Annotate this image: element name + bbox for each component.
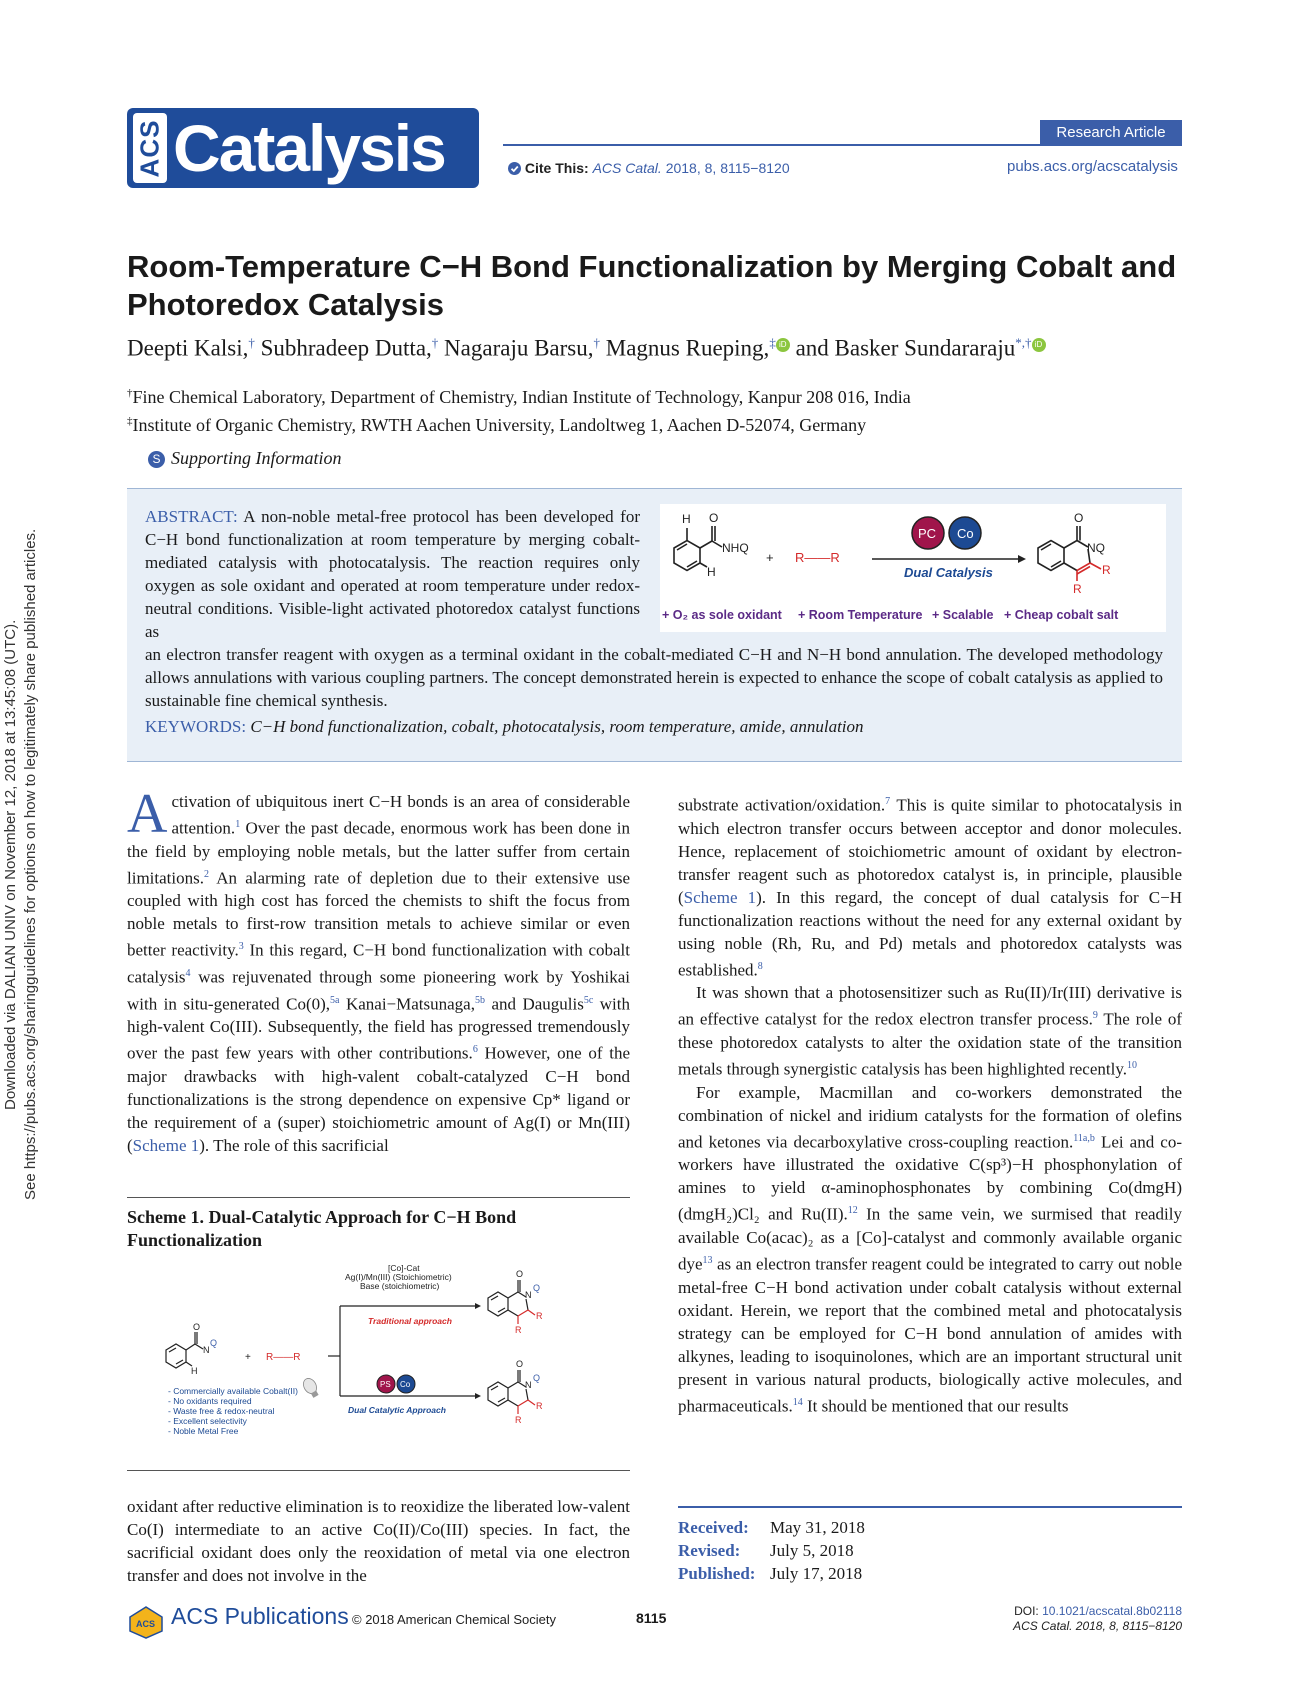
cite-this[interactable] [508, 160, 790, 176]
header-rule [503, 144, 1182, 146]
scheme-link[interactable]: Scheme 1 [683, 887, 757, 907]
footer-citation: ACS Catal. 2018, 8, 8115−8120 [1013, 1619, 1182, 1633]
scheme-title: Scheme 1. Dual-Catalytic Approach for C−H Bond Functionalization [127, 1207, 517, 1250]
cite-journal: ACS Catal. [592, 160, 662, 176]
toc-pc-label: PC [918, 526, 937, 541]
svg-text:ACS: ACS [136, 1619, 156, 1629]
toc-r1: R [1102, 563, 1111, 577]
page-number: 8115 [636, 1610, 667, 1626]
scheme-product2-n: N [525, 1380, 532, 1390]
toc-feature-oxygen: + O₂ as sole oxidant [662, 608, 782, 622]
keywords-label: KEYWORDS: [145, 717, 247, 736]
scheme-cond1: [Co]-Cat [388, 1263, 420, 1273]
ref-link[interactable]: 3 [238, 941, 244, 953]
acs-publications-logo[interactable]: ACS ACS Publications [127, 1605, 165, 1643]
toc-feature-cobalt: + Cheap cobalt salt [1004, 608, 1119, 622]
supporting-info-link[interactable]: S Supporting Information [148, 448, 342, 469]
paragraph: It was shown that a photosensitizer such as Ru(II)/Ir(III) derivative is an effective catalyst for the redox electron transfer process.$^9$ The role of these photoredox catalysts to alter the oxidation state of the transition metals through synergistic catalysis has been highlighted recently.$^{10}$ [678, 983, 1182, 1079]
toc-nhq: NHQ [722, 541, 749, 555]
scheme-product2-q: Q [533, 1373, 541, 1383]
ref-link[interactable]: 5b [474, 994, 485, 1006]
toc-o1: O [709, 511, 719, 525]
date-published: Published: July 17, 2018 [678, 1564, 863, 1583]
ref-link[interactable]: 5a [330, 994, 340, 1006]
ref-link[interactable]: 11a,b [1073, 1132, 1095, 1144]
supporting-info-icon: S [148, 451, 165, 468]
journal-url-link[interactable]: pubs.acs.org/acscatalysis [1007, 158, 1178, 175]
date-revised: Revised: July 5, 2018 [678, 1541, 854, 1560]
author-name[interactable]: Magnus Rueping, [605, 335, 770, 361]
orcid-icon[interactable]: iD [1032, 338, 1046, 352]
scheme-h-label: H [191, 1366, 198, 1376]
scheme-alkyne: R——R [266, 1352, 301, 1363]
toc-plus: + [766, 550, 774, 565]
download-notice-line1: Downloaded via DALIAN UNIV on November 12, 2018 at 13:45:08 (UTC). [2, 619, 19, 1110]
scheme-link[interactable]: Scheme 1 [132, 1135, 200, 1155]
orcid-icon[interactable]: iD [776, 338, 790, 352]
ref-link[interactable]: 12 [847, 1205, 858, 1217]
scheme-product-o: O [516, 1269, 524, 1279]
toc-feature-scalable: + Scalable [932, 608, 994, 622]
scheme-graphic [150, 1258, 630, 1448]
scheme-product-n: N [525, 1290, 532, 1300]
acs-logo-mark: ACS [133, 113, 167, 183]
abstract-text-continued: an electron transfer reagent with oxygen as a terminal oxidant in the cobalt-mediated C−H and N−H bond annulation. The developed methodology allows annulations with various coupling partners. The concept demonstrated herein is expected to enhance the scope of cobalt catalysis as applied to sustainable fine chemical synthesis. [145, 645, 1163, 710]
scheme-n-label: N [203, 1345, 210, 1355]
scheme-product2-o: O [516, 1359, 524, 1369]
toc-o2: O [1074, 511, 1084, 525]
scheme-product-q: Q [533, 1283, 541, 1293]
scheme-dual-label: Dual Catalytic Approach [348, 1405, 446, 1415]
copyright: © 2018 American Chemical Society [352, 1612, 556, 1627]
affiliation: ‡Institute of Organic Chemistry, RWTH Aachen University, Landoltweg 1, Aachen D-52074, Germany [127, 415, 867, 435]
journal-logo-name: Catalysis [173, 111, 445, 185]
author-list: Deepti Kalsi,† Subhradeep Dutta,† Nagaraju Barsu,† Magnus Rueping,‡ iD and Basker Sundararaju*,† iD [127, 335, 1046, 362]
body-column-left [127, 783, 631, 1157]
paragraph: Activation of ubiquitous inert C−H bonds is an area of considerable attention.$^1$ Over the past decade, enormous work has been done in the field by employing noble metals, but the latter suffer from certain limitations.$^2$ An alarming rate of depletion due to their extensive use coupled with high cost has forced the chemists to shift the focus from noble metals to first-row transition metals to achieve similar or even better reactivity.$^3$ In this regard, C−H bond functionalization with cobalt catalysis$^4$ was rejuvenated through some pioneering work by Yoshikai with in situ-generated Co(0),$^{5a}$ Kanai−Matsunaga,$^{5b}$ and Daugulis$^{5c}$ with high-valent Co(III). Subsequently, the field has progressed tremendously over the past few years with other contributions.$^6$ However, one of the major drawbacks with high-valent cobalt-catalyzed C−H bond functionalizations is the strong dependence on expensive Cp* ligand or the requirement of a (super) stoichiometric amount of Ag(I) or Mn(III) (Scheme 1). The role of this sacrificial [127, 783, 631, 1155]
keywords-list: C−H bond functionalization, cobalt, photocatalysis, room temperature, amide, annulation [250, 717, 864, 736]
scheme-bullet: - Noble Metal Free [168, 1426, 239, 1436]
ref-link[interactable]: 1 [235, 819, 241, 830]
scheme-bullet: - Commercially available Cobalt(II) [168, 1386, 298, 1396]
acs-hexagon-icon [127, 1605, 165, 1639]
toc-co-label: Co [957, 526, 974, 541]
scheme-ps-label: PS [380, 1380, 391, 1389]
cite-detail: 2018, 8, 8115−8120 [665, 160, 790, 176]
scheme-q-label: Q [210, 1338, 218, 1348]
author-name[interactable]: and Basker Sundararaju [795, 335, 1016, 361]
paragraph: For example, Macmillan and co-workers demonstrated the combination of nickel and iridium catalysts for the formation of olefins and ketones via decarboxylative cross-coupling reaction.$^{11a,b}$ Lei and co-workers have illustrated the oxidative C(sp³)−H phosphonylation of amines to yield α-aminophosphonates by combining Co(dmgH)(dmgH₂)Cl₂ and Ru(II).$^{12}$ In the same vein, we surmised that readily available Co(acac)₂ as a [Co]-catalyst and commonly available organic dye$^{13}$ as an electron transfer reagent could be integrated to carry out noble metal-free C−H bond activation under cobalt catalysis without external oxidant. Herein, we report that the combined metal and photocatalysis strategy can be employed for C−H bond annulation of amides with alkynes, leading to isoquinolones, which are an important structural unit present in various natural products, biologically active molecules, and pharmaceuticals.$^{14}$ It should be mentioned that our results [678, 1082, 1182, 1416]
ref-link[interactable]: 6 [472, 1044, 478, 1056]
body-column-left-continued: oxidant after reductive elimination is to reoxidize the liberated low-valent Co(I) intermediate to an active Co(II)/Co(III) species. In fact, the sacrificial oxidant does only the reoxidation of metal via one electron transfer and does not involve in the [127, 1497, 630, 1585]
scheme-plus: + [245, 1352, 251, 1363]
toc-nq: NQ [1087, 541, 1105, 555]
doi-block: DOI: 10.1021/acscatal.8b02118 ACS Catal. 2018, 8, 8115−8120 [925, 1604, 1182, 1634]
scheme-bullet: - No oxidants required [168, 1396, 252, 1406]
body-column-right [678, 790, 1182, 1417]
scheme-co-label: Co [400, 1380, 411, 1389]
author-name[interactable]: Subhradeep Dutta, [260, 335, 432, 361]
ref-link[interactable]: 14 [792, 1396, 803, 1408]
article-title: Room-Temperature C−H Bond Functionalization by Merging Cobalt and Photoredox Catalysis [127, 249, 1177, 322]
ref-link[interactable]: 4 [185, 967, 191, 979]
ref-link[interactable]: 2 [203, 868, 209, 880]
journal-logo[interactable] [127, 108, 479, 188]
article-type-badge: Research Article [1040, 120, 1182, 144]
scheme-bullet: - Waste free & redox-neutral [168, 1406, 275, 1416]
download-notice-line2: See https://pubs.acs.org/sharingguidelines for options on how to legitimately share published articles. [22, 528, 39, 1200]
keywords [145, 717, 864, 737]
scheme-traditional-label: Traditional approach [368, 1316, 452, 1326]
scheme-product-r2: R [515, 1325, 522, 1335]
scheme-cond2: Ag(I)/Mn(III) (Stoichiometric) [345, 1272, 452, 1282]
abstract-label: ABSTRACT: [145, 507, 238, 526]
toc-alkyne: R——R [795, 550, 840, 565]
scheme-product2-r1: R [536, 1401, 543, 1411]
drop-cap: A [127, 783, 168, 845]
date-received: Received: May 31, 2018 [678, 1518, 865, 1537]
download-notice [0, 520, 56, 1200]
dates-rule [678, 1506, 1182, 1508]
scheme-bullet: - Excellent selectivity [168, 1416, 247, 1426]
cite-label: Cite This: [524, 160, 589, 176]
scheme-product2-r2: R [515, 1415, 522, 1425]
check-icon [508, 162, 521, 175]
toc-graphic [660, 504, 1166, 632]
doi-link[interactable]: 10.1021/acscatal.8b02118 [1042, 1604, 1182, 1618]
scheme-rule-top [127, 1197, 630, 1198]
paragraph: substrate activation/oxidation.$^7$ This is quite similar to photocatalysis in which electron transfer occurs between acceptor and donor molecules. Hence, replacement of stoichiometric amount of oxidant by electron-transfer reagent such as photoredox catalyst is, in principle, plausible (Scheme 1). In this regard, the concept of dual catalysis for C−H functionalization reactions without the need for any external oxidant by using noble (Rh, Ru, and Pd) metals and photoredox catalysts was established.$^8$ [678, 795, 1182, 980]
ref-link[interactable]: 13 [702, 1254, 713, 1266]
scheme-cond3: Base (stoichiometric) [360, 1281, 440, 1291]
toc-feature-room-temp: + Room Temperature [798, 608, 923, 622]
ref-link[interactable]: 5c [583, 994, 594, 1006]
ref-link[interactable]: 10 [1126, 1059, 1137, 1071]
toc-h2: H [707, 565, 716, 579]
toc-dual-label: Dual Catalysis [904, 565, 993, 580]
scheme-o-label: O [193, 1322, 201, 1332]
ref-link[interactable]: 8 [757, 960, 763, 972]
affiliation: †Fine Chemical Laboratory, Department of Chemistry, Indian Institute of Technology, Kanpur 208 016, India [127, 387, 911, 407]
toc-r2: R [1073, 582, 1082, 596]
lightbulb-icon [301, 1376, 321, 1399]
author-name[interactable]: Nagaraju Barsu, [444, 335, 594, 361]
scheme-product-r1: R [536, 1311, 543, 1321]
ref-link[interactable]: 7 [885, 796, 891, 807]
scheme-rule-bottom [127, 1470, 630, 1471]
author-name[interactable]: Deepti Kalsi, [127, 335, 249, 361]
ref-link[interactable]: 9 [1092, 1010, 1098, 1022]
toc-h1: H [682, 512, 691, 526]
abstract-text: ABSTRACT: A non-noble metal-free protocol has been developed for C−H bond functionalization at room temperature by merging cobalt-mediated catalysis with photocatalysis. The reaction requires only oxygen as sole oxidant and operated at room temperature under redox-neutral conditions. Visible-light activated photoredox catalyst functions as [145, 507, 640, 641]
